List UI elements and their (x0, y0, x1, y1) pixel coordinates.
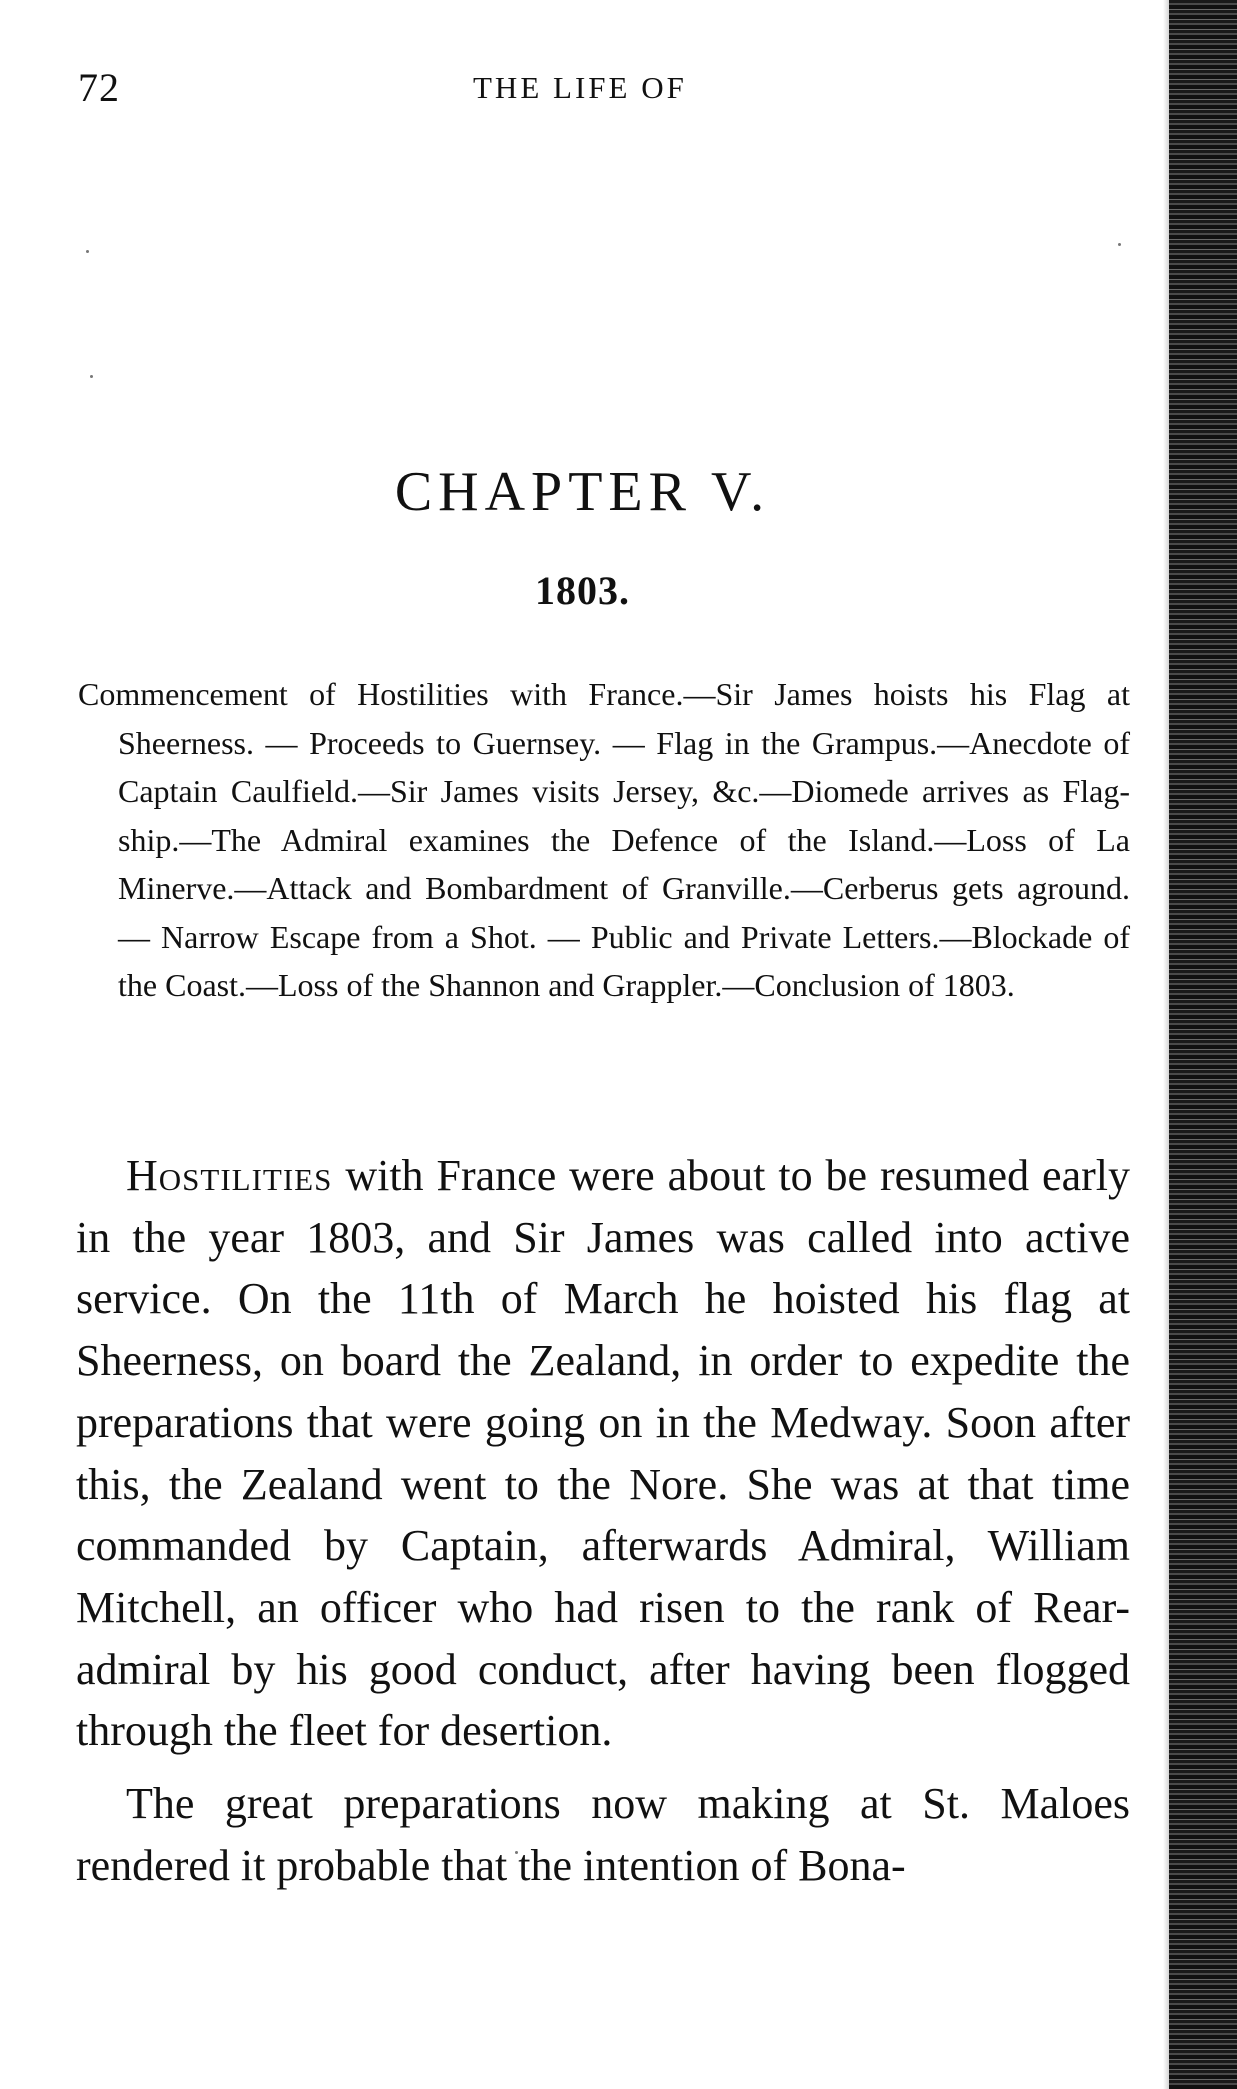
paragraph-1 (76, 1145, 1130, 1762)
page-edge-binding (1169, 0, 1237, 2089)
chapter-year: 1803. (535, 568, 630, 613)
paragraph-1-text: with France were about to be resumed early in the year 1803, and Sir James was called into active service. On the 11th of March he hoisted his flag at Sheerness, on board the Zealand, in order to expedite the preparations that were going on in the Medway. Soon after this, the Zealand went to the Nore. She was at that time commanded by Captain, afterwards Admiral, William Mitchell, an officer who had risen to the rank of Rear-admiral by his good conduct, after having been flogged through the fleet for desertion. (76, 1151, 1130, 1756)
paper-speck (90, 375, 93, 378)
paragraph-2: The great preparations now making at St. Maloes rendered it probable that the intention of Bona- (76, 1779, 1130, 1890)
running-title: THE LIFE OF (473, 70, 687, 105)
paper-speck (86, 250, 89, 253)
chapter-title: CHAPTER V. (394, 461, 771, 523)
paragraph-lead-word: Hostilities (126, 1151, 333, 1200)
paper-speck (1118, 243, 1121, 246)
page-number: 72 (78, 65, 120, 110)
body-text (76, 1145, 1130, 1896)
running-head (78, 64, 1133, 114)
chapter-synopsis: Commencement of Hostilities with France.—Sir James hoists his Flag at Sheerness. — Proceeds to Guernsey. — Flag in the Grampus.—Anecdote of Captain Caulfield.—Sir James visits Jersey, &c.—Diomede arrives as Flag-ship.—The Admiral examines the Defence of the Island.—Loss of La Minerve.—Attack and Bombardment of Granville.—Cerberus gets aground. — Narrow Escape from a Shot. — Public and Private Letters.—Blockade of the Coast.—Loss of the Shannon and Grappler.—Conclusion of 1803. (78, 676, 1130, 1003)
